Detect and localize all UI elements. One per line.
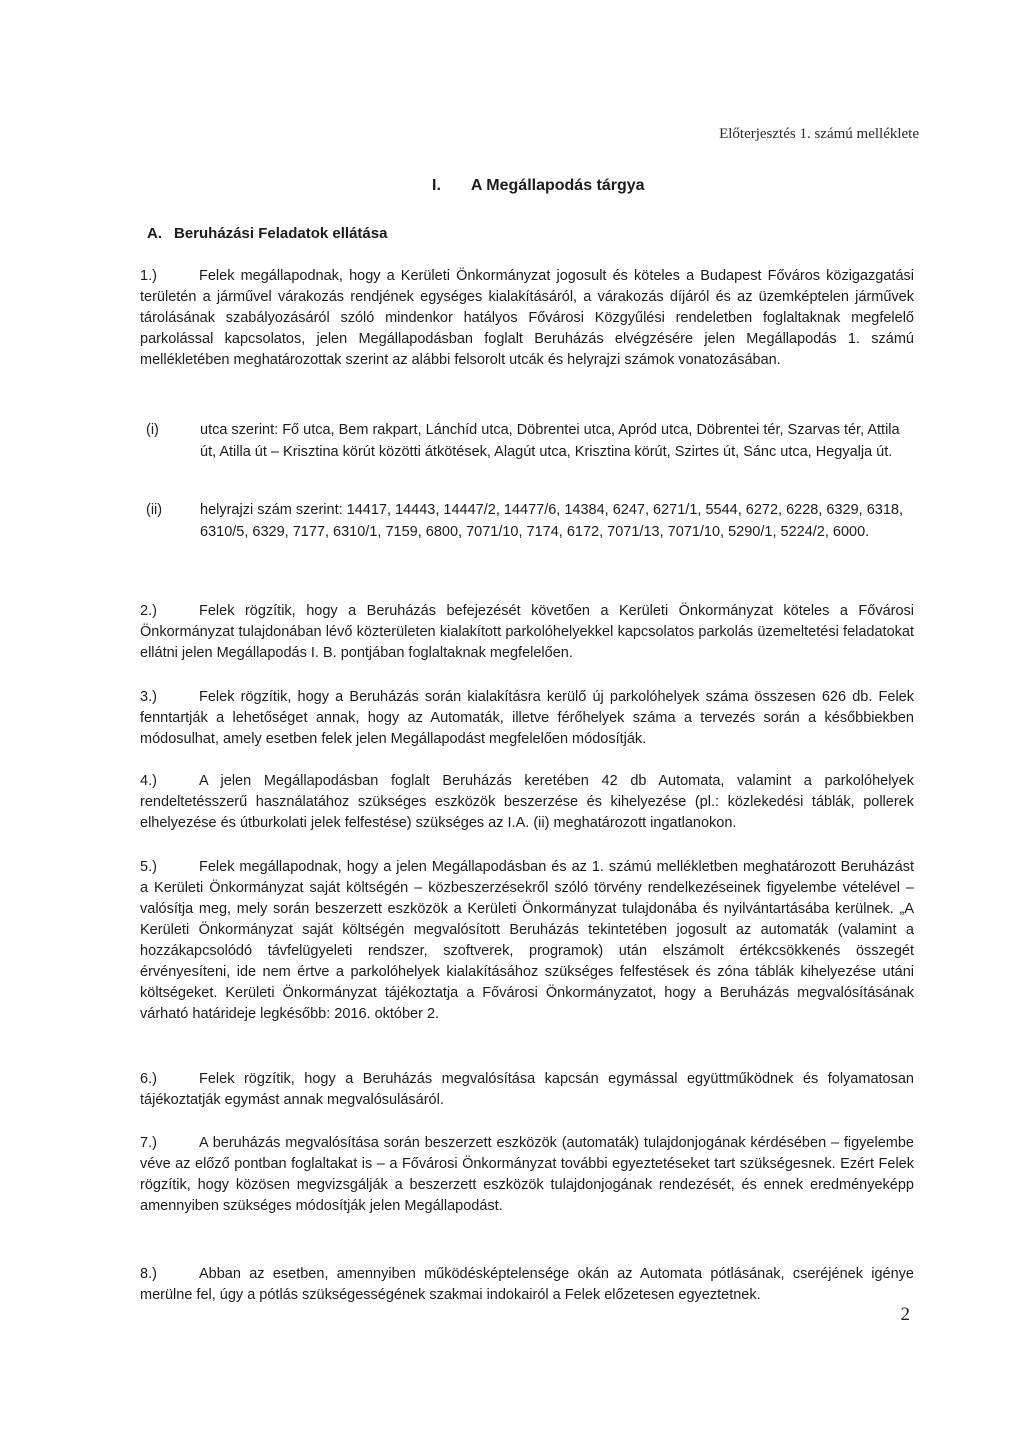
paragraph-text: Felek megállapodnak, hogy a Kerületi Önkormányzat jogosult és köteles a Budapest Főváros közigazgatási területén a járművel várakozás rendjének egységes kialakításáról, a várakozás díjáról és az üzemképtelen járművek tárolásának szabályozásáról szóló mindenkor hatályos Fővárosi Közgyűlési rendeletben foglaltaknak megfelelő parkolással kapcsolatos, jelen Megállapodásban foglalt Beruházás elvégzésére jelen Megállapodás 1. számú mellékletében meghatározottak szerint az alábbi felsorolt utcák és helyrajzi számok vonatozásában. xyxy=(140,268,914,368)
header-note: Előterjesztés 1. számú melléklete xyxy=(719,126,919,142)
page-number: 2 xyxy=(900,1304,910,1325)
paragraph-number: 1.) xyxy=(140,268,157,284)
paragraph-number: 7.) xyxy=(140,1135,157,1151)
paragraph-text: Felek megállapodnak, hogy a jelen Megállapodásban és az 1. számú mellékletben meghatározott Beruházást a Kerületi Önkormányzat saját költségén – közbeszerzésekről szóló törvény rendelkezéseinek figyelembe vételével – valósítja meg, mely során beszerzett eszközök a Kerületi Önkormányzat tulajdonába és nyilvántartásába kerülnek. „A Kerületi Önkormányzat saját költségén megvalósított Beruházás tekintetében jogosult az automaták (valamint a hozzákapcsolódó távfelügyeleti rendszer, szoftverek, programok) után elszámolt értékcsökkenés összegét érvényesíteni, ide nem értve a parkolóhelyek kialakításához szükséges felfestések és zóna táblák kihelyezése utáni költségeket. Kerületi Önkormányzat tájékoztatja a Fővárosi Önkormányzatot, hogy a Beruházás megvalósításának várható határideje legkésőbb: 2016. október 2. xyxy=(140,859,914,1022)
paragraph-number: 3.) xyxy=(140,689,157,705)
paragraph-text: Felek rögzítik, hogy a Beruházás megvalósítása kapcsán egymással együttműködnek és folyamatosan tájékoztatják egymást annak megvalósulásáról. xyxy=(140,1071,914,1108)
paragraph-text: A beruházás megvalósítása során beszerzett eszközök (automaták) tulajdonjogának kérdésében – figyelembe véve az előző pontban foglaltakat is – a Fővárosi Önkormányzat további egyeztetéseket tart szükségesnek. Ezért Felek rögzítik, hogy közösen megvizsgálják a beszerzett eszközök tulajdonjogának rendezését, és ennek eredményeképp amennyiben szükséges módosítják jelen Megállapodást. xyxy=(140,1135,914,1214)
paragraph-text: A jelen Megállapodásban foglalt Beruházás keretében 42 db Automata, valamint a parkolóhelyek rendeltetésszerű használatához szükséges eszközök beszerzése és kihelyezése (pl.: közlekedési táblák, pollerek elhelyezése és útburkolati jelek felfestése) szükséges az I.A. (ii) meghatározott ingatlanokon. xyxy=(140,773,914,831)
paragraph-number: 6.) xyxy=(140,1071,157,1087)
list-item-text: helyrajzi szám szerint: 14417, 14443, 14447/2, 14477/6, 14384, 6247, 6271/1, 5544, 6272, 6228, 6329, 6318, 6310/5, 6329, 7177, 6310/1, 7159, 6800, 7071/10, 7174, 6172, 7071/13, 7071/10, 5290/1, 5224/2, 6000. xyxy=(200,502,903,540)
paragraph-text: Felek rögzítik, hogy a Beruházás során kialakításra kerülő új parkolóhelyek száma összesen 626 db. Felek fenntartják a lehetőséget annak, hogy az Automaták, illetve férőhelyek száma a tervezés során a későbbiekben módosulhat, amely esetben felek jelen Megállapodást megfelelően módosítják. xyxy=(140,689,914,747)
list-item-i xyxy=(146,419,916,463)
section-title xyxy=(432,177,645,195)
section-number: I. xyxy=(432,177,441,194)
paragraph-8 xyxy=(140,1264,914,1306)
paragraph-number: 8.) xyxy=(140,1266,157,1282)
paragraph-text: Abban az esetben, amennyiben működésképtelensége okán az Automata pótlásának, cseréjének igénye merülne fel, úgy a pótlás szükségességének szakmai indokairól a Felek előzetesen egyeztetnek. xyxy=(140,1266,914,1303)
paragraph-4 xyxy=(140,771,914,834)
paragraph-number: 4.) xyxy=(140,773,157,789)
subsection-title xyxy=(147,225,387,242)
paragraph-7 xyxy=(140,1133,914,1217)
subsection-letter: A. xyxy=(147,225,162,242)
list-item-ii xyxy=(146,499,916,543)
subsection-title-text: Beruházási Feladatok ellátása xyxy=(174,225,388,242)
paragraph-number: 2.) xyxy=(140,603,157,619)
list-item-marker: (i) xyxy=(146,422,159,438)
paragraph-2 xyxy=(140,601,914,664)
list-item-text: utca szerint: Fő utca, Bem rakpart, Lánchíd utca, Döbrentei utca, Apród utca, Döbrentei tér, Szarvas tér, Attila út, Atilla út – Krisztina körút közötti átkötések, Alagút utca, Krisztina körút, Szirtes út, Sánc utca, Hegyalja út. xyxy=(200,422,900,460)
paragraph-number: 5.) xyxy=(140,859,157,875)
paragraph-5 xyxy=(140,857,914,1025)
section-title-text: A Megállapodás tárgya xyxy=(470,177,645,194)
paragraph-3 xyxy=(140,687,914,750)
paragraph-6 xyxy=(140,1069,914,1111)
paragraph-1 xyxy=(140,266,914,371)
list-item-marker: (ii) xyxy=(146,502,163,518)
paragraph-text: Felek rögzítik, hogy a Beruházás befejezését követően a Kerületi Önkormányzat köteles a Fővárosi Önkormányzat tulajdonában lévő közterületen kialakított parkolóhelyekkel kapcsolatos parkolás üzemeltetési feladatokat ellátni jelen Megállapodás I. B. pontjában foglaltaknak megfelelően. xyxy=(140,603,914,661)
